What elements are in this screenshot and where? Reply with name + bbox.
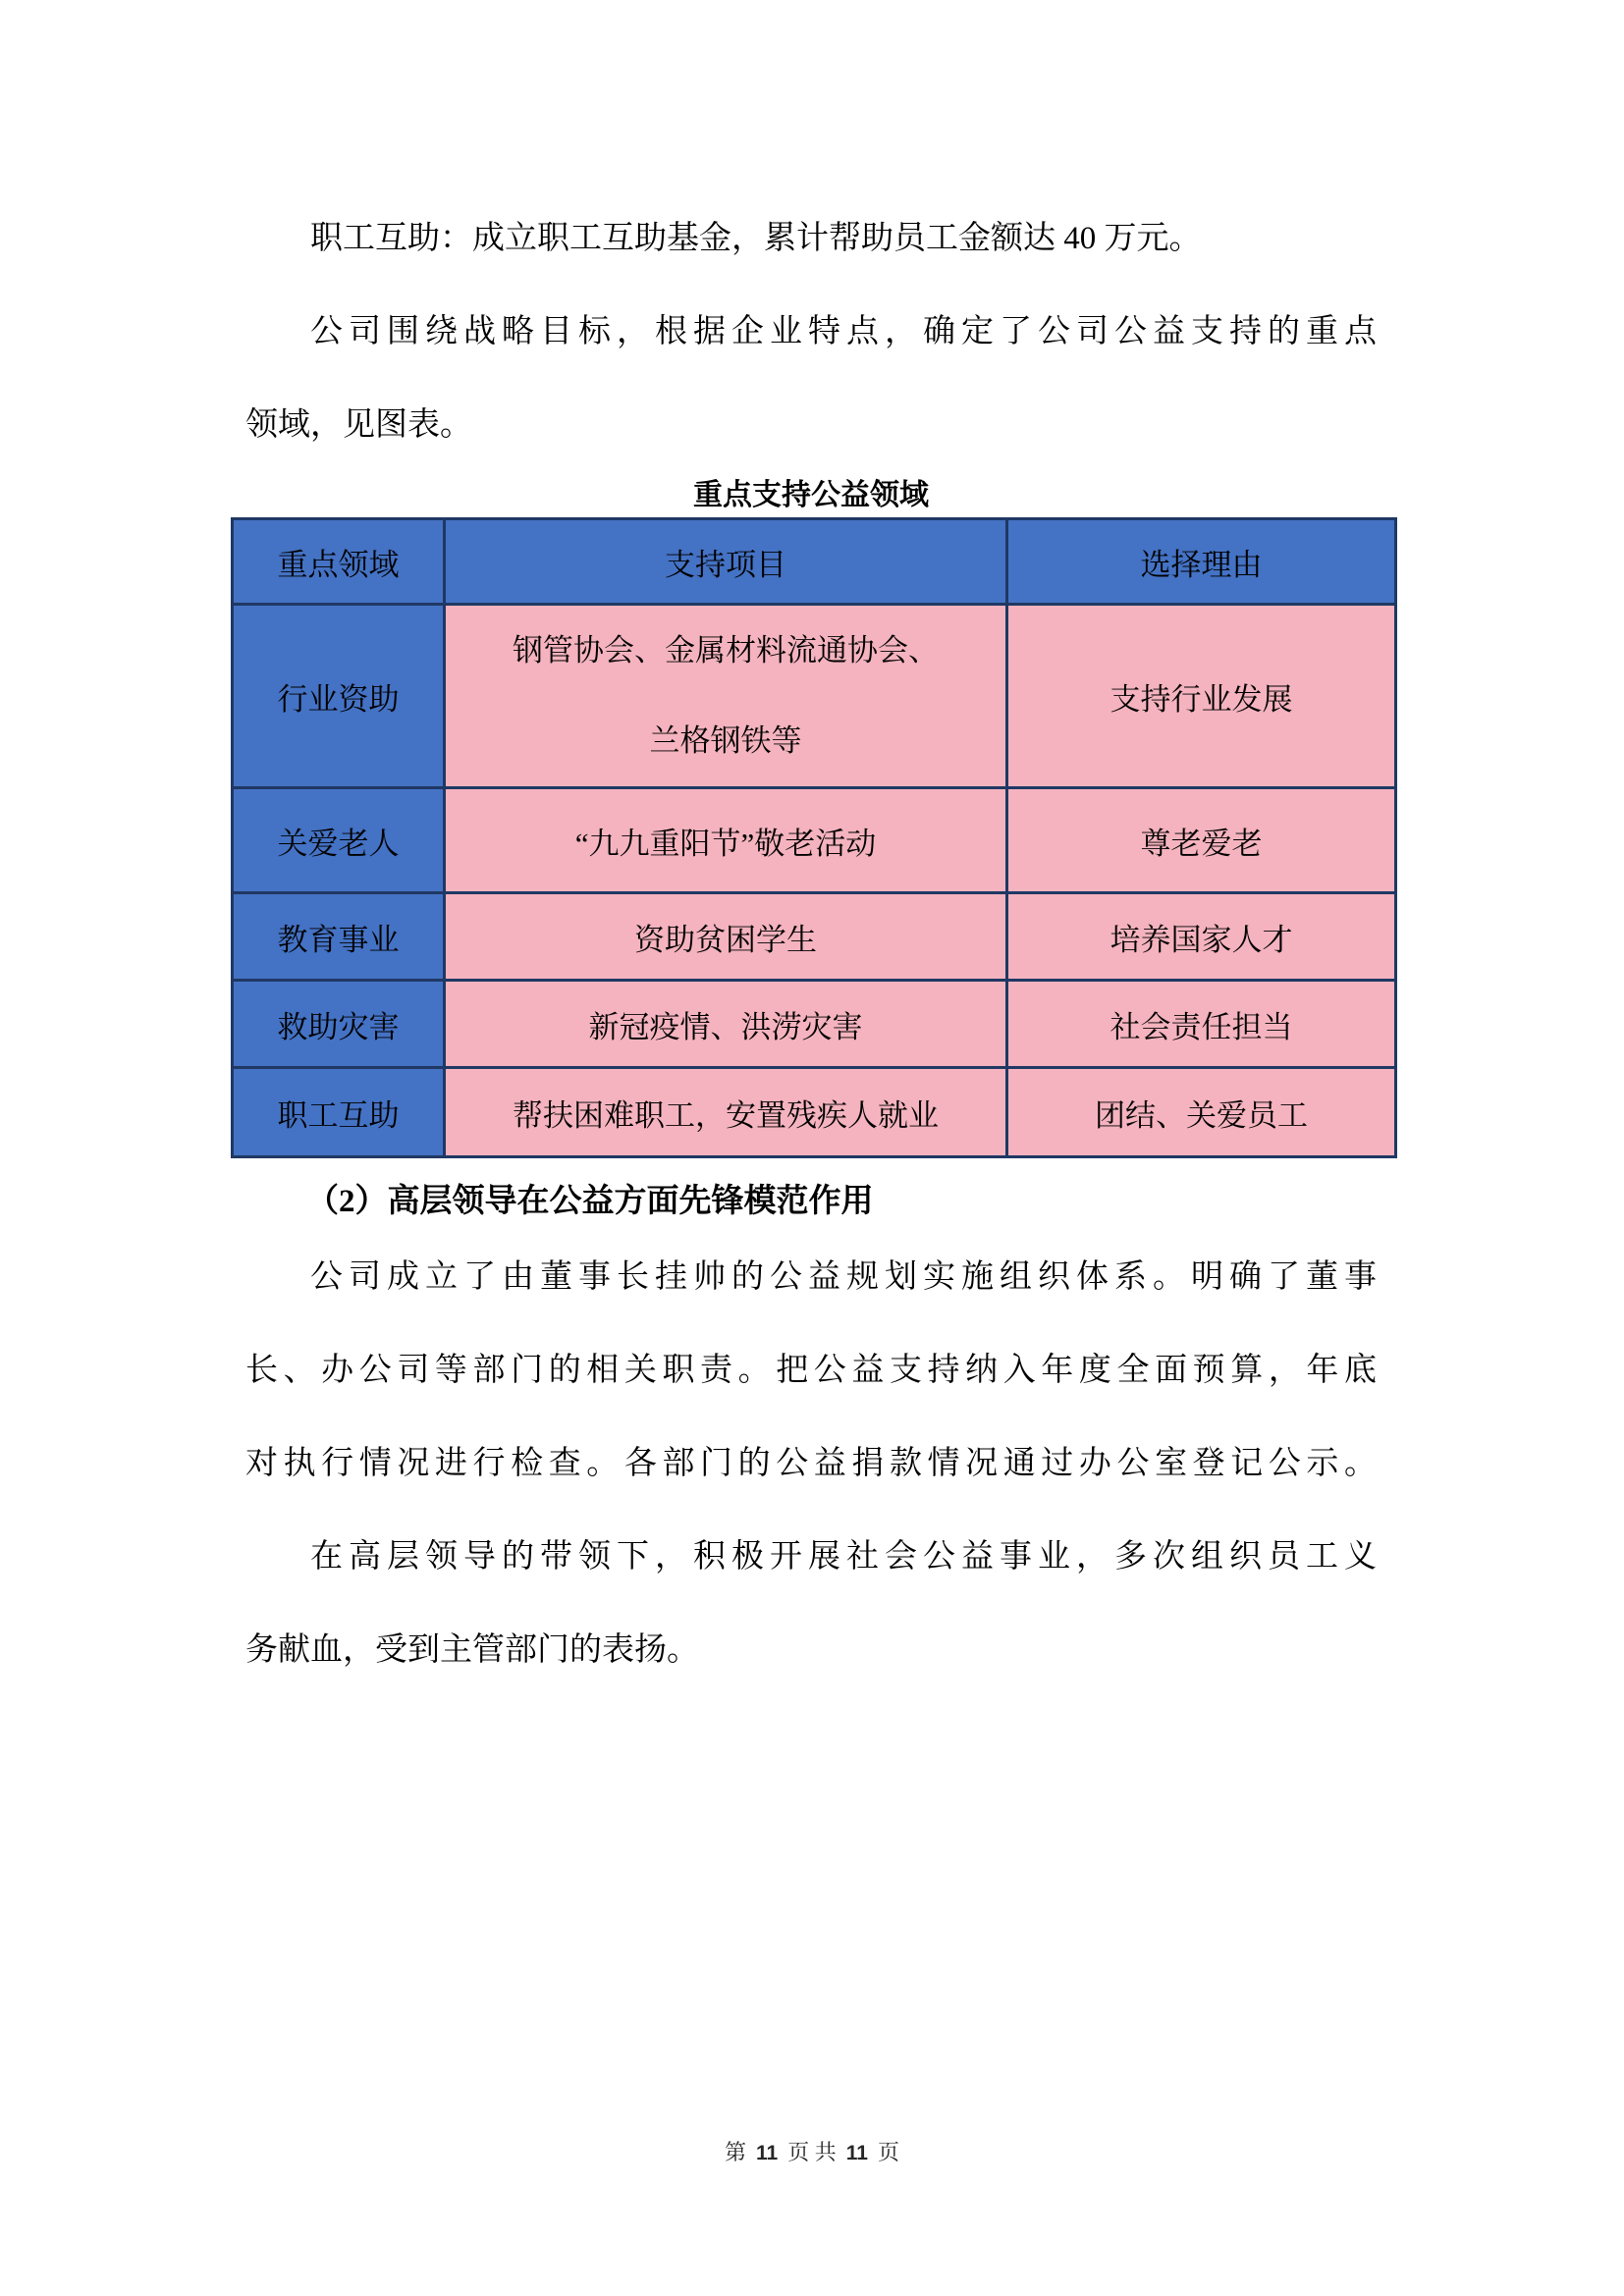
cell-project: 帮扶困难职工，安置残疾人就业	[445, 1068, 1007, 1157]
footer-page-number: 11	[756, 2142, 779, 2164]
cell-area: 行业资助	[233, 605, 445, 788]
table-caption: 重点支持公益领域	[693, 479, 929, 511]
paragraph-line: 职工互助：成立职工互助基金，累计帮助员工金额达 40 万元。	[310, 221, 1202, 256]
table-row	[233, 1068, 1396, 1157]
cell-project	[445, 605, 1007, 788]
cell-area: 关爱老人	[233, 788, 445, 893]
cell-project: 新冠疫情、洪涝灾害	[445, 981, 1007, 1068]
cell-project: 资助贫困学生	[445, 893, 1007, 981]
cell-area: 职工互助	[233, 1068, 445, 1157]
table-row	[233, 788, 1396, 893]
paragraph-line: 领域，见图表。	[245, 407, 472, 443]
cell-reason: 尊老爱老	[1007, 788, 1396, 893]
cell-project-line: 钢管协会、金属材料流通协会、	[513, 633, 939, 667]
page-content	[245, 192, 1377, 1697]
section-heading: （2）高层领导在公益方面先锋模范作用	[306, 1184, 874, 1219]
footer-total-pages: 11	[845, 2142, 868, 2164]
paragraph-line: 在高层领导的带领下，积极开展社会公益事业，多次组织员工义	[310, 1539, 1377, 1575]
footer-text: 页	[877, 2140, 899, 2164]
table-row	[233, 605, 1396, 788]
paragraph-line: 长、办公司等部门的相关职责。把公益支持纳入年度全面预算，年底	[245, 1353, 1377, 1388]
header-cell-project: 支持项目	[445, 519, 1007, 605]
header-cell-reason: 选择理由	[1007, 519, 1396, 605]
paragraph-line: 公司成立了由董事长挂帅的公益规划实施组织体系。明确了董事	[310, 1259, 1377, 1295]
cell-project-line: 兰格钢铁等	[649, 723, 802, 758]
table-row	[233, 893, 1396, 981]
paragraph-line: 公司围绕战略目标，根据企业特点，确定了公司公益支持的重点	[310, 314, 1377, 349]
table-header-row	[233, 519, 1396, 605]
cell-area: 教育事业	[233, 893, 445, 981]
public-welfare-table	[231, 517, 1397, 1158]
header-cell-area: 重点领域	[233, 519, 445, 605]
footer-text: 页 共	[787, 2140, 837, 2164]
table-row	[233, 981, 1396, 1068]
cell-area: 救助灾害	[233, 981, 445, 1068]
cell-reason: 社会责任担当	[1007, 981, 1396, 1068]
paragraph-line: 务献血，受到主管部门的表扬。	[245, 1632, 699, 1668]
cell-reason: 支持行业发展	[1007, 605, 1396, 788]
cell-project: “九九重阳节”敬老活动	[445, 788, 1007, 893]
paragraph-line: 对执行情况进行检查。各部门的公益捐款情况通过办公室登记公示。	[245, 1446, 1377, 1481]
cell-reason: 培养国家人才	[1007, 893, 1396, 981]
page-footer	[0, 2136, 1624, 2166]
cell-reason: 团结、关爱员工	[1007, 1068, 1396, 1157]
footer-text: 第	[725, 2140, 747, 2164]
